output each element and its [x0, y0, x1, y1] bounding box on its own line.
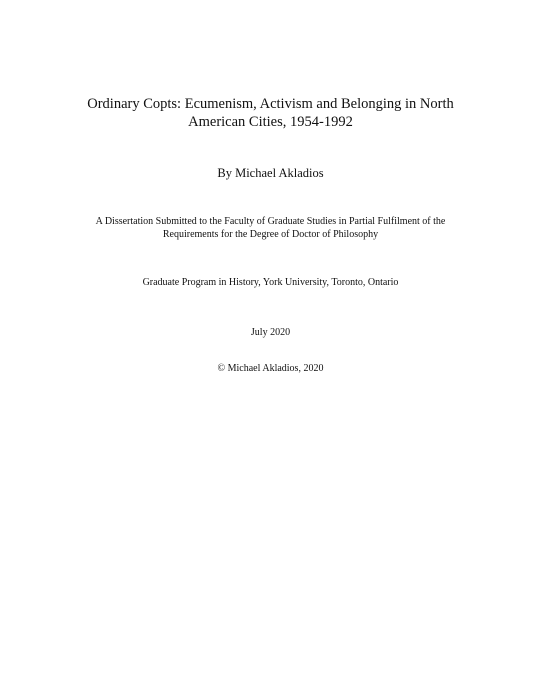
copyright-notice: © Michael Akladios, 2020	[217, 363, 324, 374]
dissertation-statement-line-2: Requirements for the Degree of Doctor of Philosophy	[162, 229, 379, 240]
title-line-1: Ordinary Copts: Ecumenism, Activism and Belonging in North	[87, 96, 454, 112]
graduate-program: Graduate Program in History, York University, Toronto, Ontario	[142, 277, 399, 288]
dissertation-statement-line-1: A Dissertation Submitted to the Faculty of Graduate Studies in Partial Fulfilment of the	[95, 216, 446, 227]
title-line-2: American Cities, 1954-1992	[188, 114, 353, 130]
submission-date: July 2020	[250, 327, 291, 338]
author-line: By Michael Akladios	[217, 166, 324, 180]
